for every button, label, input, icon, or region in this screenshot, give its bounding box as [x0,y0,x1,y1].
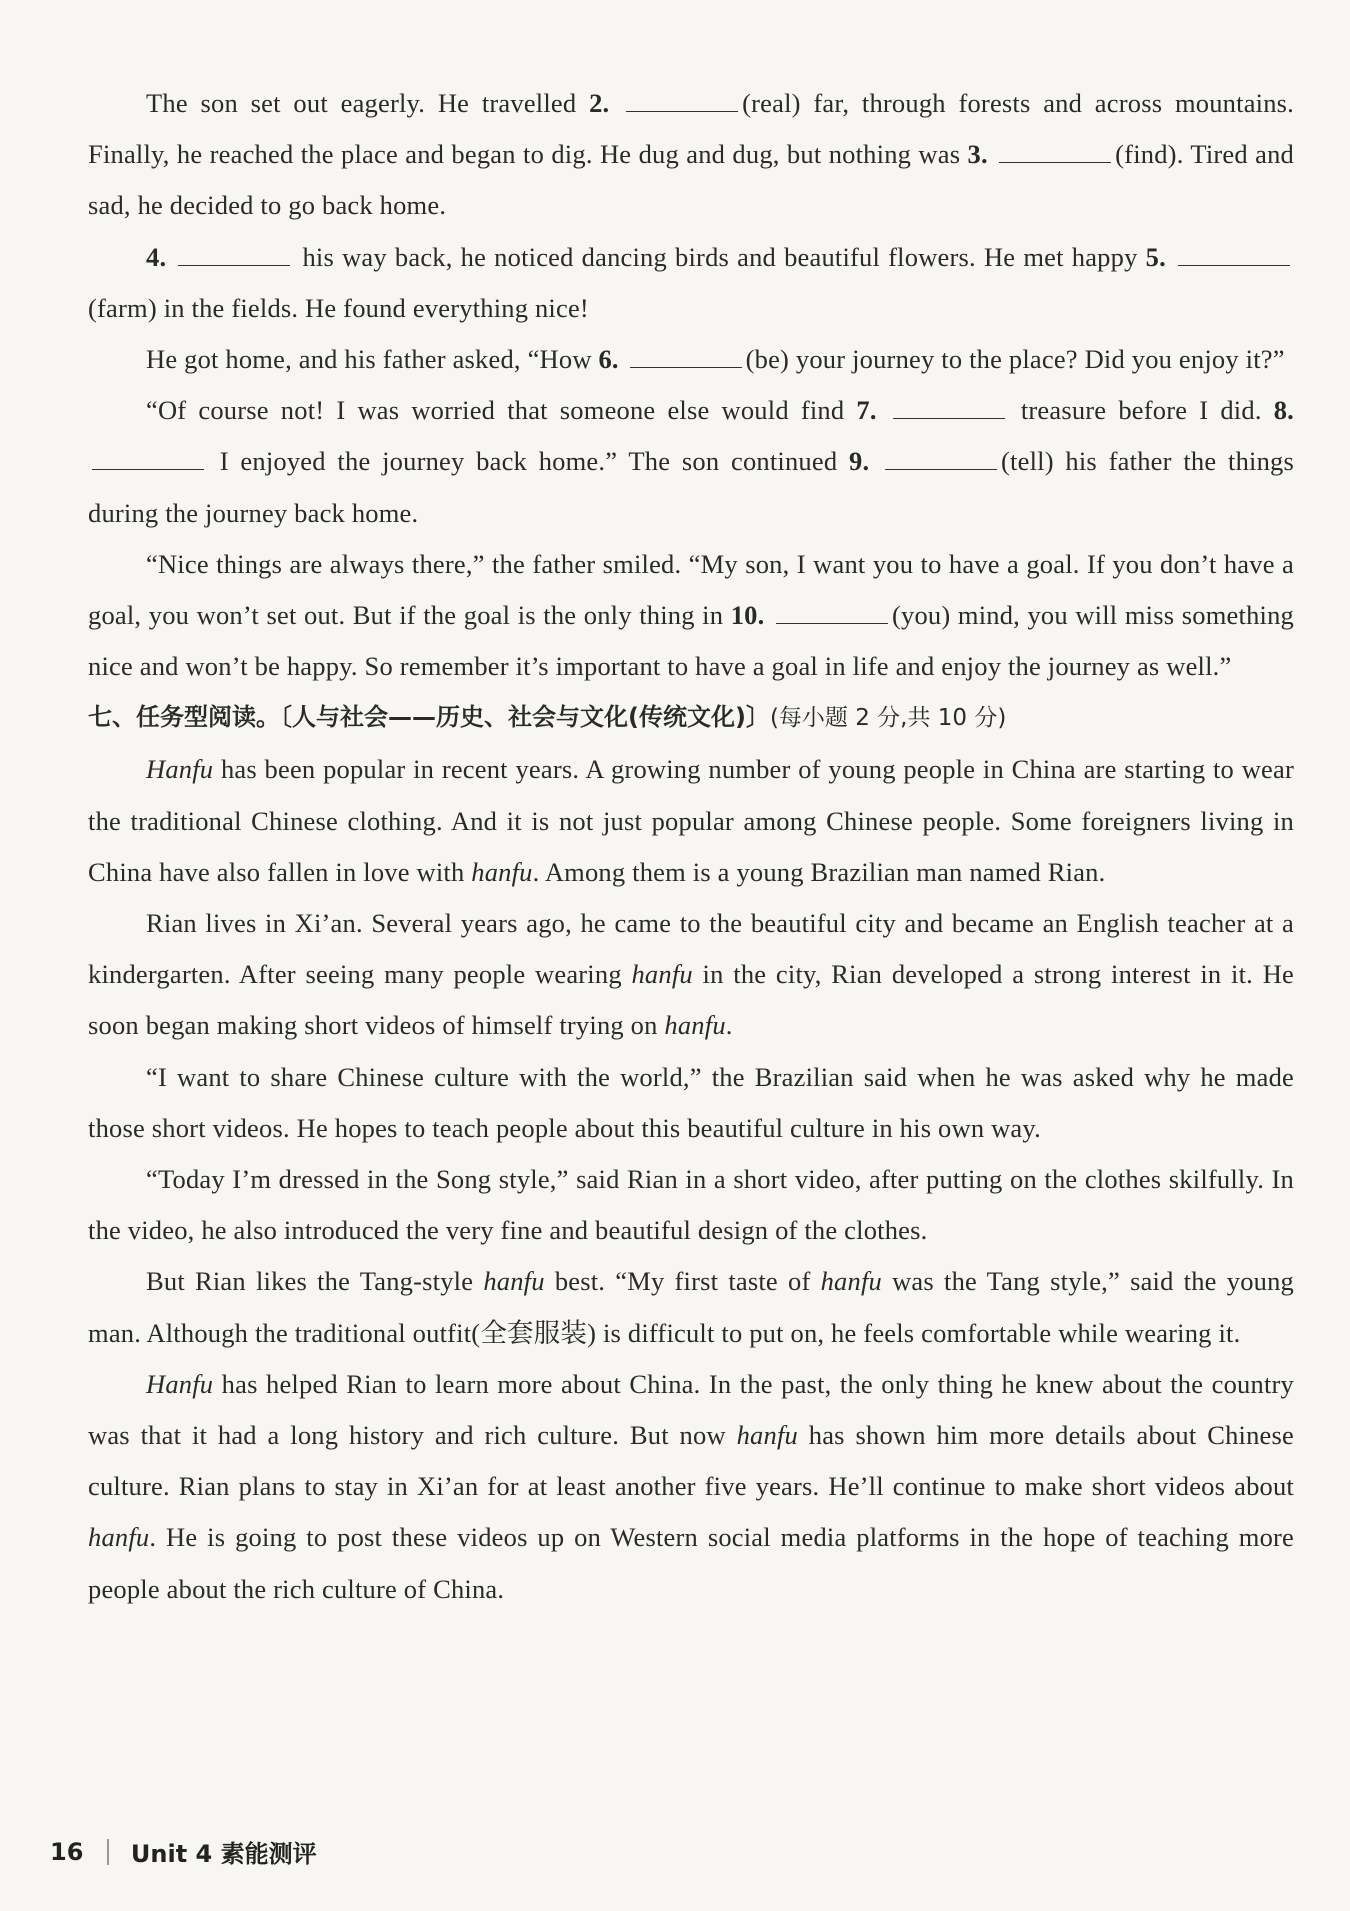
text: (tell) his father the things during the journey back home. [88,446,1295,528]
text: has helped Rian to learn more about China. In the past, the only thing he knew about the country was that it had a long history and rich culture. But now [88,1368,1294,1451]
italic-term: hanfu [88,1522,150,1553]
text: (farm) in the fields. He found everything nice! [88,292,589,323]
question-number-6: 6. [598,344,619,375]
text: He got home, and his father asked, “How [146,344,599,375]
answer-blank-8[interactable] [92,447,204,470]
answer-blank-3[interactable] [999,140,1111,163]
passage2-paragraph-2 [88,898,1294,1052]
question-number-2: 2. [589,88,610,118]
page-number: 16 [50,1837,84,1866]
text: “Nice things are always there,” the father smiled. “My son, I want you to have a goal. If you don’t have a goal, you won’t set out. But if the goal is the only thing in [88,548,1294,631]
text: his way back, he noticed dancing birds and beautiful flowers. He met happy [294,241,1146,272]
text: (real) far, through forests and across mountains. Finally, he reached the place and began to dig. He dug and dug, but nothing was [88,88,1295,170]
text: “Of course not! I was worried that someone else would find [146,395,857,426]
text: (you) mind, you will miss something nice and won’t be happy. So remember it’s important to have a goal in life and enjoy the journey as well.” [88,600,1294,682]
italic-term: hanfu [631,959,693,990]
question-number-5: 5. [1145,241,1166,272]
passage1-paragraph-5 [88,539,1294,693]
text: (be) your journey to the place? Did you enjoy it?” [745,344,1285,375]
italic-term: hanfu [483,1266,545,1297]
text: (find). Tired and sad, he decided to go back home. [88,139,1294,221]
section-title: 七、任务型阅读。〔人与社会——历史、社会与文化(传统文化)〕 [88,703,770,732]
passage1-paragraph-2 [88,232,1294,334]
question-number-8: 8. [1273,395,1294,426]
passage1-paragraph-3 [88,334,1294,385]
text: in the city, Rian developed a strong interest in it. He soon began making short videos of himself trying on [88,959,1294,1041]
italic-term: hanfu [664,1010,726,1041]
answer-blank-4[interactable] [178,243,290,266]
passage1-paragraph-4 [88,385,1294,539]
text: . [725,1010,733,1041]
text: treasure before I did. [1008,395,1274,426]
question-number-7: 7. [856,395,877,426]
footer-divider [107,1839,109,1865]
italic-term: hanfu [471,856,533,887]
passage2-paragraph-6 [88,1359,1294,1615]
text: . He is going to post these videos up on Western social media platforms in the hope of teaching more people about the rich culture of China. [88,1522,1294,1604]
text: has been popular in recent years. A growing number of young people in China are starting to wear the traditional Chinese clothing. And it is not just popular among Chinese people. Some foreigners living in China have also fallen in love with [88,754,1294,887]
page-footer [50,1834,317,1869]
question-number-10: 10. [730,600,765,631]
text: best. “My first taste of [544,1266,821,1297]
text: . Among them is a young Brazilian man named Rian. [532,856,1106,887]
italic-term: Hanfu [146,1368,214,1399]
text: has shown him more details about Chinese culture. Rian plans to stay in Xi’an for at least another five years. He’ll continue to make short videos about [88,1420,1294,1502]
section-heading [88,692,1294,744]
question-number-4: 4. [146,241,167,272]
italic-term: hanfu [820,1266,882,1297]
question-number-3: 3. [967,139,988,170]
answer-blank-10[interactable] [776,601,888,624]
text: The son set out eagerly. He travelled [146,88,590,118]
answer-blank-9[interactable] [885,447,997,470]
unit-label: Unit 4 素能测评 [130,1840,317,1868]
text: was the Tang style,” said the young man. Although the traditional outfit(全套服装) is difficult to put on, he feels comfortable while wearing it. [88,1266,1295,1348]
question-number-9: 9. [849,446,870,477]
passage2-paragraph-4: “Today I’m dressed in the Song style,” said Rian in a short video, after putting on the clothes skilfully. In the video, he also introduced the very fine and beautiful design of the clothes. [88,1164,1294,1246]
text: Rian lives in Xi’an. Several years ago, he came to the beautiful city and became an English teacher at a kindergarten. After seeing many people wearing [88,908,1294,990]
passage2-paragraph-3: “I want to share Chinese culture with the world,” the Brazilian said when he was asked why he made those short videos. He hopes to teach people about this beautiful culture in his own way. [88,1061,1294,1143]
passage1-paragraph-1 [88,78,1294,232]
text: But Rian likes the Tang-style [146,1266,484,1297]
italic-term: hanfu [736,1420,798,1451]
text: I enjoyed the journey back home.” The son continued [208,446,850,477]
section-score: (每小题 2 分,共 10 分) [769,705,1007,732]
italic-term: Hanfu [146,754,214,785]
answer-blank-6[interactable] [630,345,742,368]
answer-blank-2[interactable] [626,89,738,112]
page-content [88,78,1294,1615]
answer-blank-5[interactable] [1178,243,1290,266]
answer-blank-7[interactable] [893,396,1005,419]
passage2-paragraph-5 [88,1256,1294,1358]
passage2-paragraph-1 [88,744,1294,898]
